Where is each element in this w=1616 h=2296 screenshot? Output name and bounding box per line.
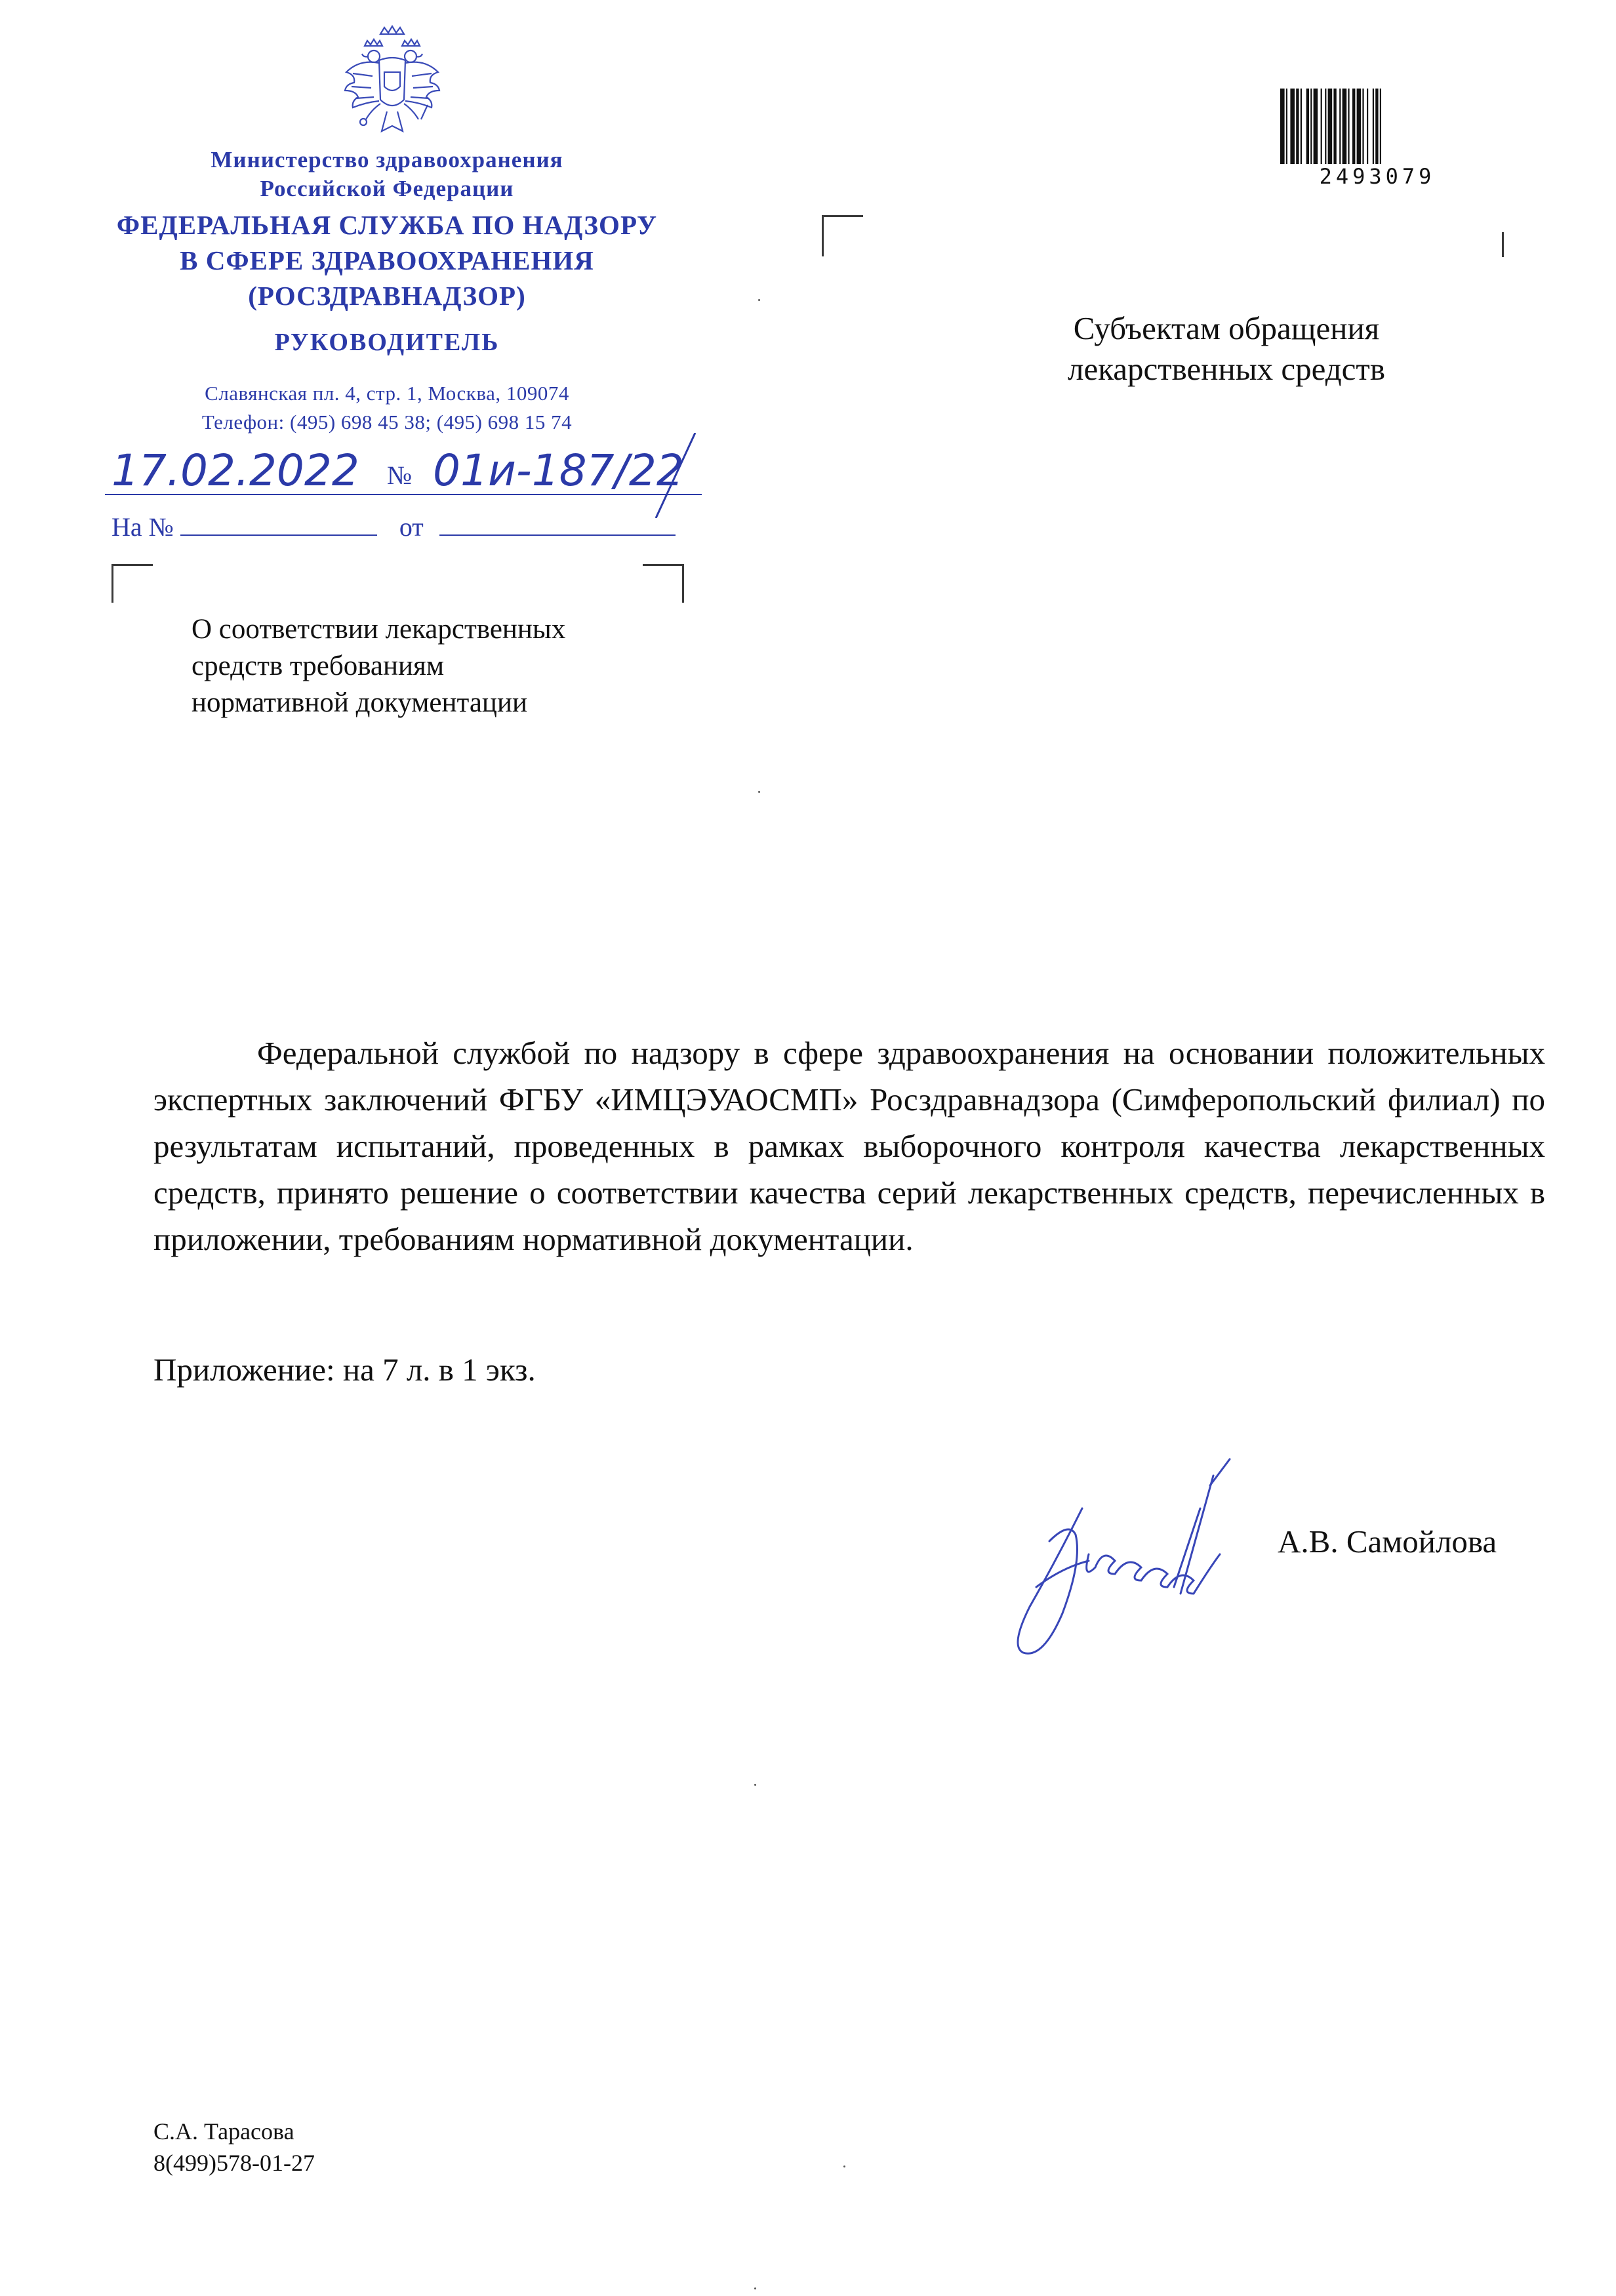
service-line-1: ФЕДЕРАЛЬНАЯ СЛУЖБА ПО НАДЗОРУ [116, 210, 658, 240]
phone: Телефон: (495) 698 45 38; (495) 698 15 74 [201, 411, 573, 433]
address-bracket-right [1502, 232, 1504, 257]
ministry-line-2: Российской Федерации [260, 176, 514, 201]
reference-line [111, 512, 676, 542]
scan-speck [754, 1784, 756, 1786]
reference-label: На № [111, 512, 174, 542]
ministry-name [72, 146, 702, 203]
scan-speck [758, 791, 760, 793]
body-paragraph: Федеральной службой по надзору в сфере здравоохранения на основании положительных экспертных заключений ФГБУ «ИМЦЭУАОСМП» Росздравнадзора (Симферопольский филиал) по результатам испытаний, проведенных в рамках выборочного контроля качества лекарственных средств, принято решение о соответствии качества серий лекарственных средств, перечисленных в приложении, требованиям нормативной документации. [153, 1035, 1545, 1257]
subject-line-2: средств требованиям [192, 651, 445, 681]
service-name [72, 207, 702, 313]
coat-of-arms-icon [340, 20, 445, 151]
subject-bracket-right [643, 564, 684, 603]
registration-number-sign: № [387, 460, 413, 490]
reference-date-blank [439, 516, 676, 536]
subject-line-3: нормативной документации [192, 687, 527, 718]
subject-line-1: О соответствии лекарственных [192, 614, 566, 645]
executor-name: С.А. Тарасова [153, 2118, 294, 2145]
service-line-2: В СФЕРЕ ЗДРАВООХРАНЕНИЯ [180, 245, 594, 275]
registration-line [105, 433, 800, 518]
address: Славянская пл. 4, стр. 1, Москва, 109074 [205, 382, 569, 405]
signer-name: А.В. Самойлова [1278, 1523, 1497, 1560]
reference-number-blank [180, 516, 377, 536]
barcode-number: 2493079 [1319, 164, 1436, 189]
executor-phone: 8(499)578-01-27 [153, 2150, 315, 2176]
registration-date: 17.02.2022 [111, 445, 359, 496]
head-title: РУКОВОДИТЕЛЬ [274, 329, 500, 356]
barcode-icon [1279, 89, 1476, 164]
ministry-line-1: Министерство здравоохранения [211, 147, 563, 172]
subject [192, 611, 565, 721]
address-bracket-left [822, 215, 863, 256]
recipient-line-1: Субъектам обращения [1073, 310, 1380, 346]
scan-speck [754, 2287, 756, 2289]
executor-block [153, 2116, 315, 2179]
recipient [997, 308, 1456, 390]
recipient-line-2: лекарственных средств [1068, 351, 1385, 387]
letterhead-address-block [72, 379, 702, 437]
scan-speck [758, 299, 760, 301]
scan-speck [843, 2165, 845, 2167]
service-line-3: (РОСЗДРАВНАДЗОР) [248, 281, 526, 311]
subject-bracket-left [111, 564, 153, 603]
registration-number: 01и-187/22 [433, 445, 684, 496]
reference-from-label: от [399, 512, 424, 542]
appendix-note: Приложение: на 7 л. в 1 экз. [153, 1352, 536, 1388]
